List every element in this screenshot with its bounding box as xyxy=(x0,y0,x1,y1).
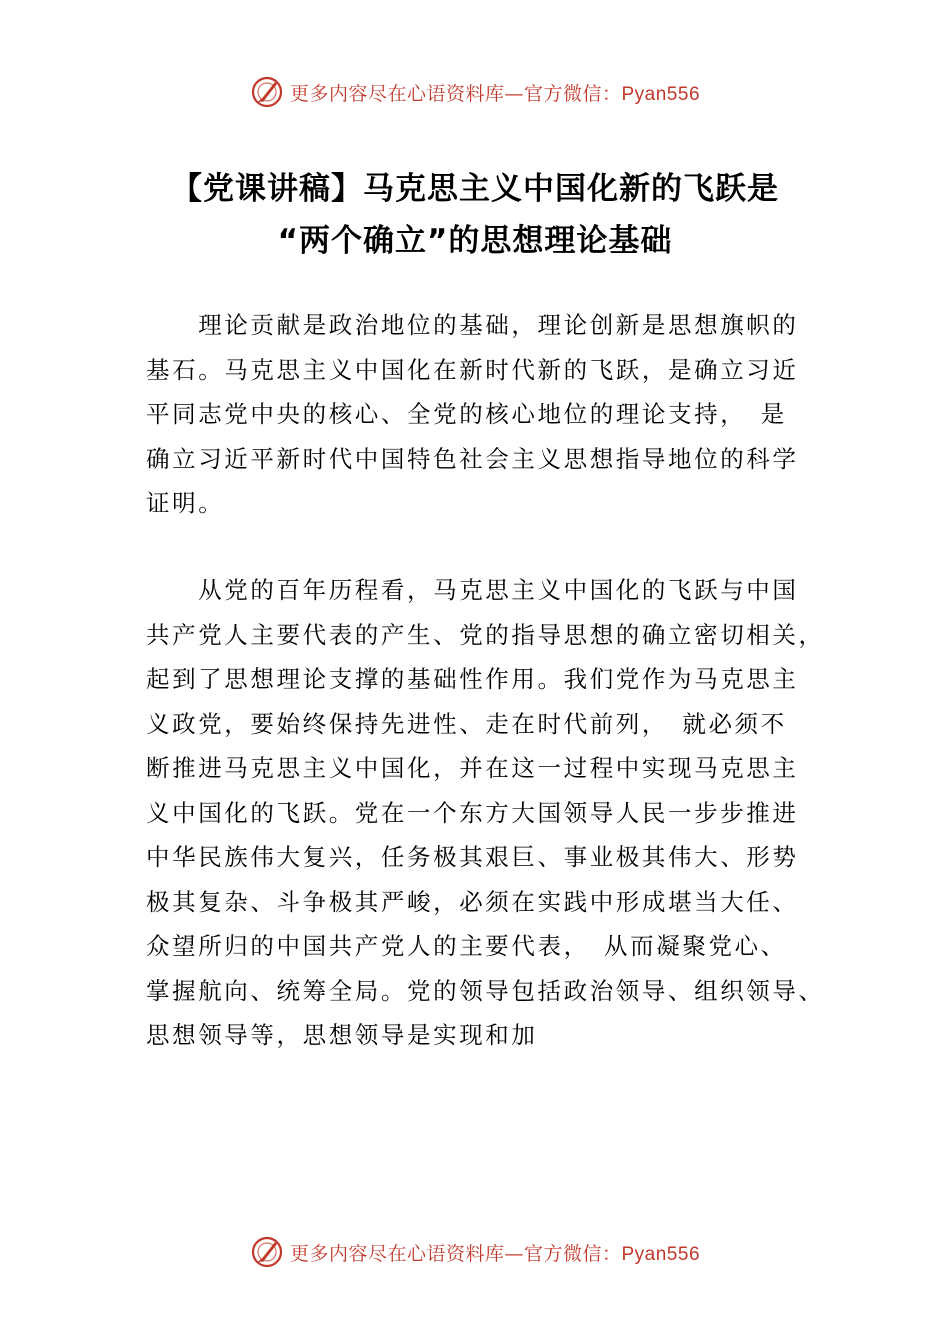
paragraph-line: 证明。 xyxy=(146,489,225,517)
banner-text xyxy=(290,1239,700,1266)
banner-separator: — xyxy=(504,1242,524,1265)
paragraph-line: 平同志党中央的核心、全党的核心地位的理论支持， 是 xyxy=(146,400,787,428)
document-title xyxy=(0,163,950,267)
paragraph-line: 义政党，要始终保持先进性、走在时代前列， 就必须不 xyxy=(146,709,787,738)
paragraph-line: 断推进马克思主义中国化，并在这一过程中实现马克思主 xyxy=(146,754,799,782)
paragraph-2 xyxy=(146,568,846,1058)
header-banner xyxy=(0,72,950,112)
paragraph-line: 义中国化的飞跃。党在一个东方大国领导人民一步步推进 xyxy=(146,798,799,827)
paragraph-line: 众望所归的中国共产党人的主要代表， 从而凝聚党心、 xyxy=(146,932,787,960)
paragraph-line: 确立习近平新时代中国特色社会主义思想指导地位的科学 xyxy=(146,444,799,473)
banner-wechat-id: Pyan556 xyxy=(621,1243,701,1265)
paragraph-line: 中华民族伟大复兴，任务极其艰巨、事业极其伟大、形势 xyxy=(146,843,799,871)
quill-seal-logo-icon xyxy=(250,75,284,109)
quill-seal-logo-icon xyxy=(250,1235,284,1269)
paragraph-line: 共产党人主要代表的产生、党的指导思想的确立密切相关， xyxy=(146,620,825,649)
footer-banner xyxy=(0,1232,950,1272)
paragraph-line: 掌握航向、统筹全局。党的领导包括政治领导、组织领导、 xyxy=(146,976,825,1005)
banner-wechat-id: Pyan556 xyxy=(621,83,701,105)
paragraph-line: 基石。马克思主义中国化在新时代新的飞跃，是确立习近 xyxy=(146,355,799,384)
paragraph-line: 理论贡献是政治地位的基础，理论创新是思想旗帜的 xyxy=(146,311,799,339)
banner-wechat-label: 官方微信： xyxy=(523,1242,622,1265)
paragraph-line: 极其复杂、斗争极其严峻，必须在实践中形成堪当大任、 xyxy=(146,887,799,916)
banner-slogan: 更多内容尽在心语资料库 xyxy=(289,82,505,105)
banner-wechat-label: 官方微信： xyxy=(523,82,622,105)
title-line-2: “两个确立”的思想理论基础 xyxy=(277,223,673,259)
title-line-1: 【党课讲稿】马克思主义中国化新的飞跃是 xyxy=(171,171,779,207)
paragraph-line: 起到了思想理论支撑的基础性作用。我们党作为马克思主 xyxy=(146,665,799,693)
paragraph-1 xyxy=(146,303,846,526)
banner-text xyxy=(290,79,700,106)
paragraph-line: 思想领导等，思想领导是实现和加 xyxy=(146,1021,538,1049)
banner-separator: — xyxy=(504,82,524,105)
paragraph-line: 从党的百年历程看，马克思主义中国化的飞跃与中国 xyxy=(146,576,799,604)
banner-slogan: 更多内容尽在心语资料库 xyxy=(289,1242,505,1265)
